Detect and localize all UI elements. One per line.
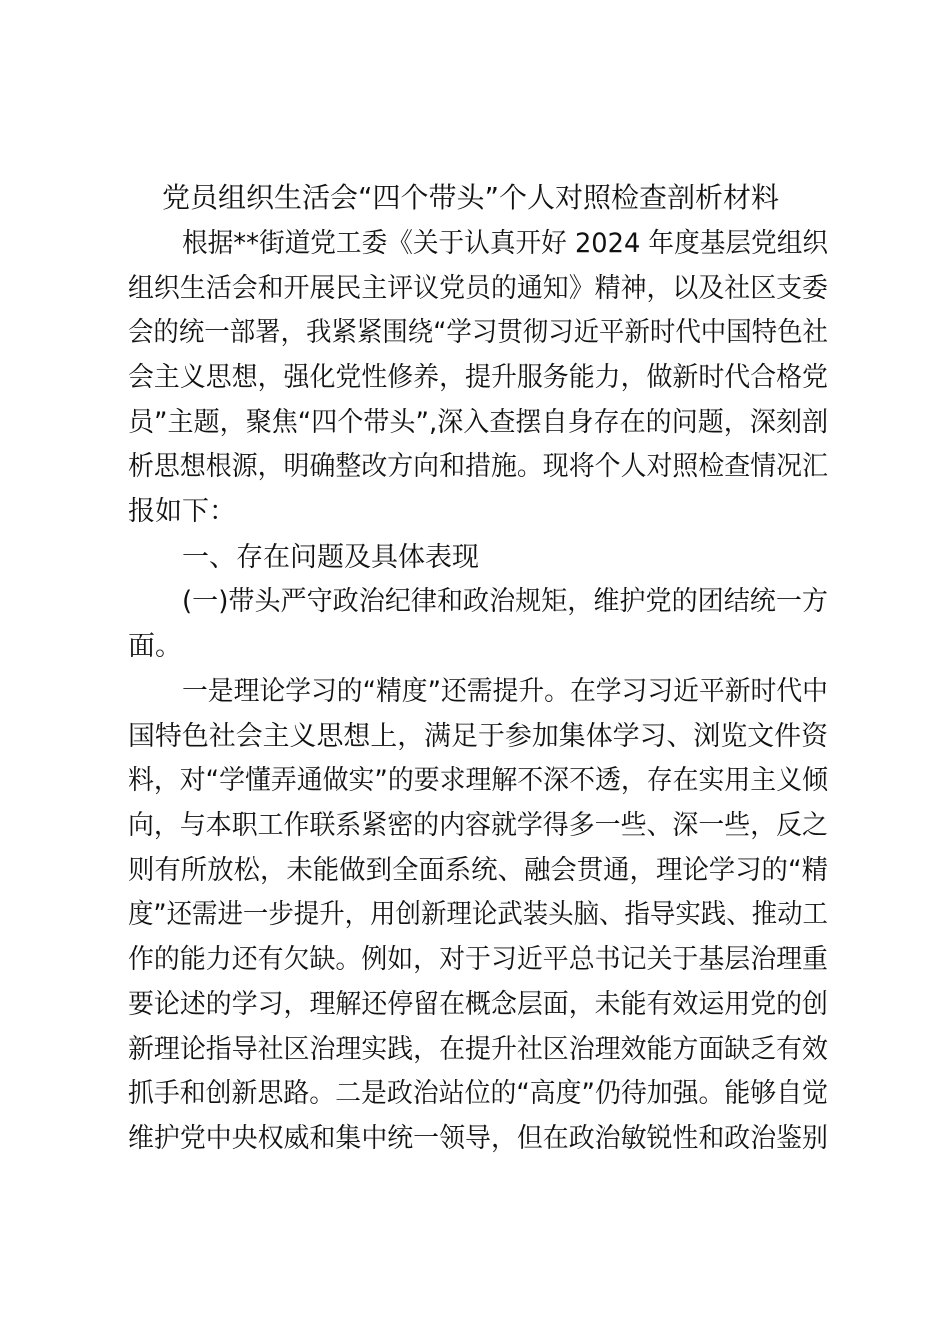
paragraph-intro [128,222,828,535]
text-line: 料，对“学懂弄通做实”的要求理解不深不透，存在实用主义倾 [128,765,828,797]
text-line: 会主义思想，强化党性修养，提升服务能力，做新时代合格党 [128,362,828,394]
text-line: 员”主题，聚焦“四个带头”,深入查摆自身存在的问题，深刻剖 [128,406,829,438]
text-line: 报如下： [128,496,236,528]
text-line: 析思想根源，明确整改方向和措施。现将个人对照检查情况汇 [128,451,828,483]
text-line: 则有所放松，未能做到全面系统、融会贯通，理论学习的“精 [128,854,829,886]
subsection-heading [128,580,828,669]
section-heading [128,536,828,581]
text-line: 一是理论学习的“精度”还需提升。在学习习近平新时代中 [182,676,828,707]
document-title: 党员组织生活会“四个带头”个人对照检查剖析材料 [162,181,780,214]
text-line: 要论述的学习，理解还停留在概念层面，未能有效运用党的创 [128,988,828,1020]
paragraph-problems [128,670,828,1162]
text-line: 向，与本职工作联系紧密的内容就学得多一些、深一些，反之 [128,810,828,842]
text-line: 一、存在问题及具体表现 [182,542,479,573]
text-line: 组织生活会和开展民主评议党员的通知》精神，以及社区支委 [128,272,828,304]
text-line: 会的统一部署，我紧紧围绕“学习贯彻习近平新时代中国特色社 [128,317,828,349]
text-line: 国特色社会主义思想上，满足于参加集体学习、浏览文件资 [128,720,829,752]
text-line: (一)带头严守政治纪律和政治规矩，维护党的团结统一方 [182,586,828,617]
text-line: 根据**街道党工委《关于认真开好 2024 年度基层党组织 [182,228,829,259]
text-line: 作的能力还有欠缺。例如，对于习近平总书记关于基层治理重 [128,944,828,976]
text-line: 维护党中央权威和集中统一领导，但在政治敏锐性和政治鉴别 [128,1122,828,1154]
text-line: 抓手和创新思路。二是政治站位的“高度”仍待加强。能够自觉 [128,1078,828,1110]
text-line: 度”还需进一步提升，用创新理论武装头脑、指导实践、推动工 [128,899,828,931]
text-line: 新理论指导社区治理实践，在提升社区治理效能方面缺乏有效 [128,1033,828,1065]
text-line: 面。 [128,630,182,662]
